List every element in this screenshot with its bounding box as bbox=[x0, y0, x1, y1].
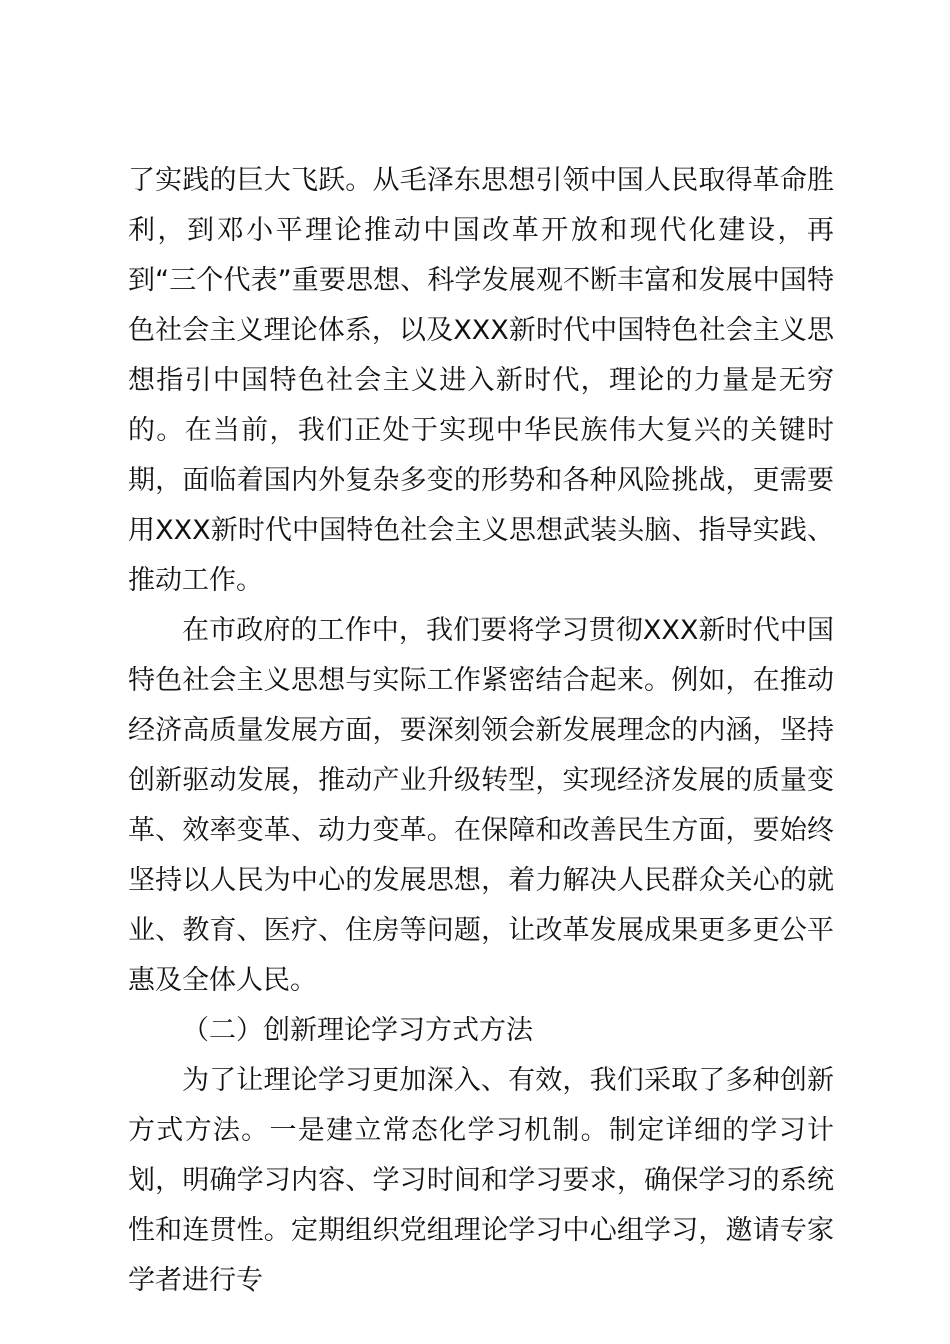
paragraph-learning-methods: 为了让理论学习更加深入、有效，我们采取了多种创新方式方法。一是建立常态化学习机制。制定详细的学习计划，明确学习内容、学习时间和学习要求，确保学习的系统性和连贯性。定期组织党组理论学习中心组学习，邀请专家学者进行专 bbox=[128, 1065, 834, 1296]
section-heading: （二）创新理论学习方式方法 bbox=[182, 1015, 533, 1046]
document-body bbox=[128, 156, 834, 1306]
paragraph-city-government-work: 在市政府的工作中，我们要将学习贯彻XXX新时代中国特色社会主义思想与实际工作紧密结合起来。例如，在推动经济高质量发展方面，要深刻领会新发展理念的内涵，坚持创新驱动发展，推动产业升级转型，实现经济发展的质量变革、效率变革、动力变革。在保障和改善民生方面，要始终坚持以人民为中心的发展思想，着力解决人民群众关心的就业、教育、医疗、住房等问题，让改革发展成果更多更公平惠及全体人民。 bbox=[128, 615, 834, 996]
paragraph-continuation: 了实践的巨大飞跃。从毛泽东思想引领中国人民取得革命胜利，到邓小平理论推动中国改革开放和现代化建设，再到“三个代表”重要思想、科学发展观不断丰富和发展中国特色社会主义理论体系，以及XXX新时代中国特色社会主义思想指引中国特色社会主义进入新时代，理论的力量是无穷的。在当前，我们正处于实现中华民族伟大复兴的关键时期，面临着国内外复杂多变的形势和各种风险挑战，更需要用XXX新时代中国特色社会主义思想武装头脑、指导实践、推动工作。 bbox=[128, 165, 834, 596]
